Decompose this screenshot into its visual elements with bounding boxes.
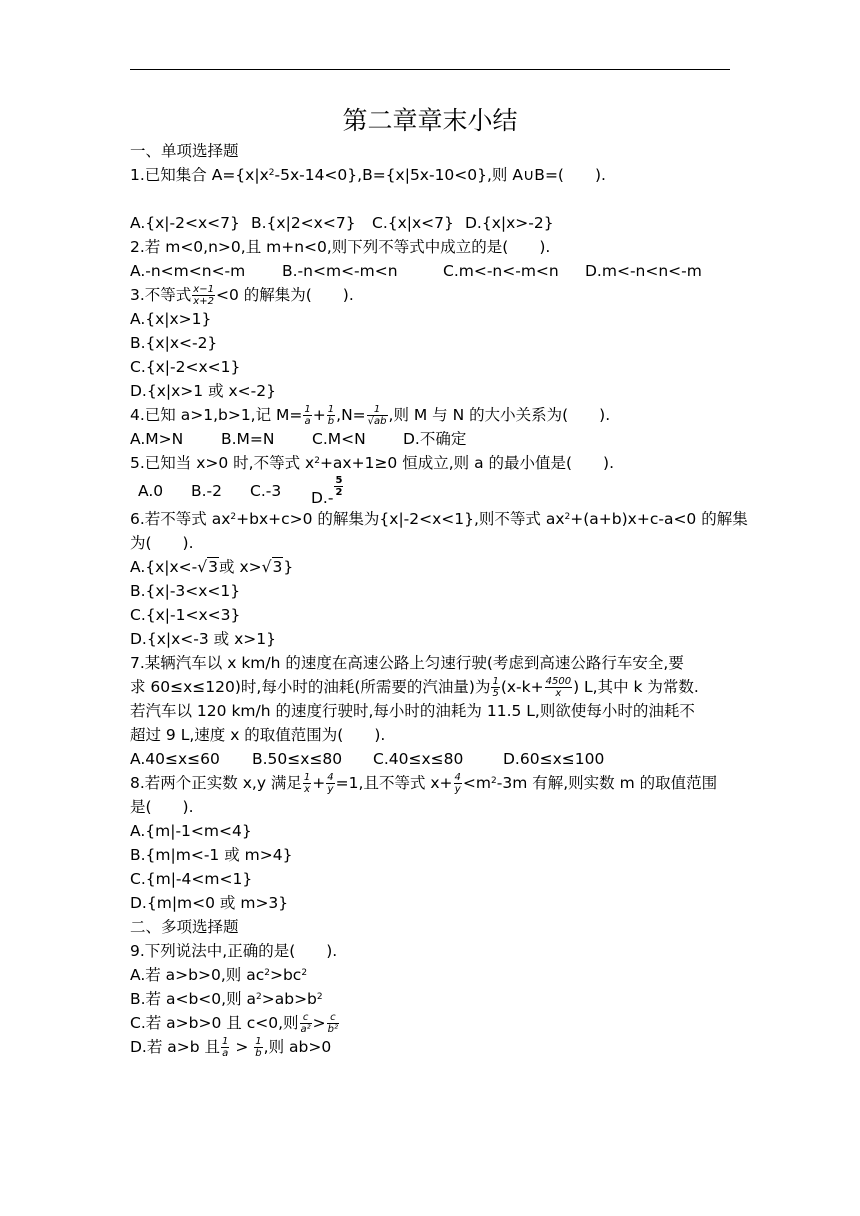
fraction: $\frac{x-1}{x+2}$ [193, 284, 214, 307]
q4-option-a: A.M>N [130, 430, 184, 448]
fraction: $\frac{1}{a}$ [222, 1036, 229, 1059]
question-1-stem: 1.已知集合 $A=\{x|x^2-5x-14<0\},B=\{x|5x-10<0\}$,则 A∪B=( ). [130, 166, 606, 184]
q4-option-c: C.M<N [312, 430, 366, 448]
q7-option-b: B.50≤x≤80 [252, 750, 343, 768]
question-7-stem-3: 若汽车以 120 km/h 的速度行驶时,每小时的油耗为 11.5 L,则欲使每小时的油耗不 [130, 702, 695, 720]
q2-option-d: D.m<-n<n<-m [585, 262, 702, 280]
question-1-options [130, 211, 730, 235]
q6-option-d: D.{x|x<-3 或 x>1} [130, 630, 276, 648]
question-7-stem: 7.某辆汽车以 x km/h 的速度在高速公路上匀速行驶(考虑到高速公路行车安全,要 [130, 654, 684, 672]
question-4-options [130, 427, 730, 451]
header-rule [130, 69, 730, 70]
section-heading-single: 一、单项选择题 [130, 142, 239, 160]
question-5-stem: 5.已知当 x>0 时,不等式 $x^2+ax+1\ge 0$ 恒成立,则 a 的最小值是( ). [130, 454, 615, 472]
question-2-options [130, 259, 730, 283]
q1-option-a: A.{x|-2<x<7} [130, 214, 240, 232]
q3-option-a: A.{x|x>1} [130, 310, 212, 328]
fraction: $\frac{c}{\text{a²}}$ [300, 1012, 311, 1035]
fraction: $\frac{5}{2}$ [335, 475, 343, 498]
q4-option-d: D.不确定 [403, 430, 467, 448]
question-5-options [130, 475, 730, 507]
q8-option-a: A.{m|-1<m<4} [130, 822, 252, 840]
question-2-stem: 2.若 m<0,n>0,且 m+n<0,则下列不等式中成立的是( ). [130, 238, 551, 256]
q7-option-d: D.60≤x≤100 [503, 750, 605, 768]
document-body [130, 103, 748, 1059]
q3-option-b: B.{x|x<-2} [130, 334, 218, 352]
q1-option-b: B.{x|2<x<7} [251, 214, 356, 232]
q8-option-b: B.{m|m<-1 或 m>4} [130, 846, 293, 864]
q8-option-d: D.{m|m<0 或 m>3} [130, 894, 289, 912]
fraction: $\frac{1}{a}$ [304, 404, 311, 427]
fraction: $\frac{c}{\text{b²}}$ [327, 1012, 339, 1035]
q7-option-a: A.40≤x≤60 [130, 750, 220, 768]
q6-option-a: A.{x|x<-√3或 x>√3} [130, 555, 730, 579]
q2-option-b: B.-n<m<-m<n [282, 262, 398, 280]
q8-option-c: C.{m|-4<m<1} [130, 870, 253, 888]
q5-option-c: C.-3 [250, 482, 282, 500]
question-8-stem: 8.若两个正实数 x,y 满足 $\frac{1}{x}$ + $\frac{4}{y}$ =1,且不等式 x+ $\frac{4}{y}$ $<m^2-3m$ 有解,则实数 m 的取值范围 [130, 772, 718, 795]
q9-option-d: D.若 a>b 且 $\frac{1}{a}$ > $\frac{1}{b}$ ,则 ab>0 [130, 1036, 332, 1059]
q9-option-c: C.若 a>b>0 且 c<0,则 $\frac{c}{\text{a²}}$ > $\frac{c}{\text{b²}}$ [130, 1012, 339, 1035]
q5-option-b: B.-2 [191, 482, 223, 500]
question-9-stem: 9.下列说法中,正确的是( ). [130, 942, 338, 960]
section-heading-multi: 二、多项选择题 [130, 918, 239, 936]
q6-option-b: B.{x|-3<x<1} [130, 582, 241, 600]
sqrt-symbol: √3 [261, 558, 283, 576]
question-7-stem-2: 求 60≤x≤120)时,每小时的油耗(所需要的汽油量)为 $\frac{1}{5}$ (x-k+ $\frac{4500}{x}$ ) L,其中 k 为常数. [130, 676, 699, 699]
q7-option-c: C.40≤x≤80 [373, 750, 464, 768]
q1-option-d: D.{x|x>-2} [465, 214, 554, 232]
q5-option-d: D.- $\frac{5}{2}$ [311, 475, 343, 507]
fraction: $\frac{1}{5}$ [492, 676, 499, 699]
question-4-stem: 4.已知 a>1,b>1,记 M= $\frac{1}{a}$ + $\frac{1}{b}$ ,N= $\frac{1}{√ab}$ ,则 M 与 N 的大小关系为( ). [130, 404, 611, 427]
q2-option-c: C.m<-n<-m<n [443, 262, 559, 280]
question-7-options [130, 747, 730, 771]
q9-option-b: B.若 a<b<0,则 $a^2>ab>b^2$ [130, 990, 323, 1008]
q4-option-b: B.M=N [221, 430, 275, 448]
q6-option-c: C.{x|-1<x<3} [130, 606, 241, 624]
question-7-stem-4: 超过 9 L,速度 x 的取值范围为( ). [130, 726, 386, 744]
fraction: $\frac{4}{y}$ [327, 772, 334, 795]
fraction: $\frac{1}{√ab}$ [367, 404, 387, 427]
question-8-stem-cont: 是( ). [130, 798, 194, 816]
question-3-stem: 3.不等式 $\frac{x-1}{x+2}$ <0 的解集为( ). [130, 284, 354, 307]
sqrt-symbol: √3 [197, 558, 219, 576]
fraction: $\frac{4500}{x}$ [545, 676, 572, 699]
q9-option-a: A.若 a>b>0,则 $ac^2>bc^2$ [130, 966, 308, 984]
fraction: $\frac{1}{x}$ [303, 772, 311, 795]
q1-option-c: C.{x|x<7} [372, 214, 454, 232]
page-title: 第二章章末小结 [342, 106, 518, 135]
question-6-stem: 6.若不等式 $ax^2+bx+c>0$ 的解集为{x|-2<x<1},则不等式 $ax^2+(a+b)x+c-a<0$ 的解集 [130, 510, 748, 528]
q2-option-a: A.-n<m<n<-m [130, 262, 246, 280]
q5-option-a: A.0 [138, 482, 164, 500]
question-6-stem-cont: 为( ). [130, 534, 194, 552]
q3-option-c: C.{x|-2<x<1} [130, 358, 241, 376]
fraction: $\frac{4}{y}$ [454, 772, 461, 795]
fraction: $\frac{1}{b}$ [327, 404, 335, 427]
fraction: $\frac{1}{b}$ [255, 1036, 262, 1059]
q3-option-d: D.{x|x>1 或 x<-2} [130, 382, 276, 400]
